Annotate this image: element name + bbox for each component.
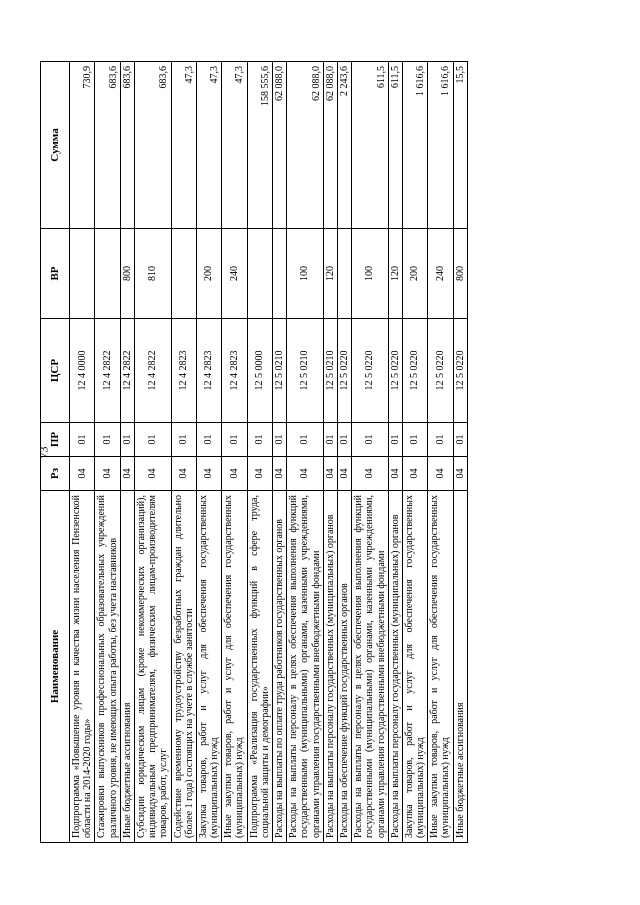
rotated-page: [40, 62, 601, 843]
cell-sum: 683,6: [94, 61, 119, 228]
cell-csr: 12 4 0000: [69, 318, 94, 422]
cell-csr: 12 5 0220: [453, 318, 467, 422]
cell-rz: 04: [221, 456, 246, 490]
cell-vr: 100: [286, 228, 323, 318]
cell-sum: 683,6: [120, 61, 134, 228]
table-row: [427, 61, 452, 842]
cell-name: Содействие временному трудоустройству безработных граждан длительно (более 1 года) состоящих на учете в службе занятости: [171, 490, 196, 842]
cell-vr: 800: [120, 228, 134, 318]
cell-sum: 611,5: [351, 61, 388, 228]
table-row: [272, 61, 286, 842]
cell-vr: 800: [453, 228, 467, 318]
cell-rz: 04: [196, 456, 221, 490]
cell-csr: 12 5 0220: [337, 318, 351, 422]
cell-rz: 04: [134, 456, 171, 490]
cell-sum: 683,6: [134, 61, 171, 228]
table-row: [351, 61, 388, 842]
cell-pr: 01: [286, 422, 323, 456]
table-row: [94, 61, 119, 842]
cell-pr: 01: [427, 422, 452, 456]
cell-vr: [94, 228, 119, 318]
table-row: [69, 61, 94, 842]
cell-vr: 120: [388, 228, 402, 318]
cell-csr: 12 5 0220: [427, 318, 452, 422]
cell-rz: 04: [388, 456, 402, 490]
cell-csr: 12 5 0220: [351, 318, 388, 422]
cell-vr: [272, 228, 286, 318]
cell-name: Иные бюджетные ассигнования: [120, 490, 134, 842]
cell-csr: 12 5 0210: [272, 318, 286, 422]
cell-name: Расходы на выплаты персоналу в целях обеспечения выполнения функций государственными (муниципальными) органами, казенными учреждениями, органами управления государственными внебюджетными фондами: [351, 490, 388, 842]
cell-sum: 47,3: [196, 61, 221, 228]
cell-vr: 240: [427, 228, 452, 318]
cell-rz: 04: [402, 456, 427, 490]
cell-pr: 01: [453, 422, 467, 456]
cell-csr: 12 4 2823: [221, 318, 246, 422]
cell-name: Иные закупки товаров, работ и услуг для обеспечения государственных (муниципальных) нужд: [221, 490, 246, 842]
cell-csr: 12 5 0220: [402, 318, 427, 422]
header-rz: Рз: [40, 456, 69, 490]
cell-pr: 01: [221, 422, 246, 456]
cell-sum: 62 088,0: [323, 61, 337, 228]
cell-name: Иные бюджетные ассигнования: [453, 490, 467, 842]
cell-rz: 04: [69, 456, 94, 490]
cell-rz: 04: [286, 456, 323, 490]
table-row: [196, 61, 221, 842]
cell-name: Расходы на выплаты по оплате труда работников государственных органов: [272, 490, 286, 842]
cell-sum: 730,9: [69, 61, 94, 228]
cell-rz: 04: [247, 456, 272, 490]
table-row: [388, 61, 402, 842]
cell-pr: 01: [272, 422, 286, 456]
cell-name: Расходы на выплаты персоналу государственных (муниципальных) органов: [388, 490, 402, 842]
cell-rz: 04: [171, 456, 196, 490]
cell-sum: 62 088,0: [272, 61, 286, 228]
cell-vr: [69, 228, 94, 318]
cell-name: Расходы на выплаты персоналу в целях обеспечения выполнения функций государственными (муниципальными) органами, казенными учреждениями, органами управления государственными внебюджетными фондами: [286, 490, 323, 842]
cell-csr: 12 4 2823: [196, 318, 221, 422]
cell-rz: 04: [351, 456, 388, 490]
cell-rz: 04: [337, 456, 351, 490]
cell-sum: 158 555,6: [247, 61, 272, 228]
cell-vr: 200: [196, 228, 221, 318]
cell-name: Закупка товаров, работ и услуг для обеспечения государственных (муниципальных) нужд: [196, 490, 221, 842]
header-name: Наименование: [40, 490, 69, 842]
table-row: [337, 61, 351, 842]
table-row: [323, 61, 337, 842]
cell-csr: 12 4 2822: [94, 318, 119, 422]
cell-sum: 1 616,6: [402, 61, 427, 228]
cell-sum: 611,5: [388, 61, 402, 228]
cell-name: Расходы на обеспечение функций государственных органов: [337, 490, 351, 842]
cell-rz: 04: [453, 456, 467, 490]
cell-pr: 01: [388, 422, 402, 456]
budget-table: [40, 61, 468, 843]
header-row: [40, 61, 69, 842]
cell-csr: 12 4 2823: [171, 318, 196, 422]
cell-name: Закупка товаров, работ и услуг для обеспечения государственных (муниципальных) нужд: [402, 490, 427, 842]
cell-pr: 01: [323, 422, 337, 456]
cell-vr: 120: [323, 228, 337, 318]
cell-csr: 12 4 2822: [134, 318, 171, 422]
cell-pr: 01: [351, 422, 388, 456]
cell-name: Расходы на выплаты персоналу государственных (муниципальных) органов: [323, 490, 337, 842]
cell-rz: 04: [272, 456, 286, 490]
cell-csr: 12 5 0220: [388, 318, 402, 422]
cell-sum: 47,3: [221, 61, 246, 228]
table-row: [171, 61, 196, 842]
cell-sum: 1 616,6: [427, 61, 452, 228]
cell-pr: 01: [69, 422, 94, 456]
cell-sum: 2 243,6: [337, 61, 351, 228]
cell-pr: 01: [196, 422, 221, 456]
cell-name: Стажировки выпускников профессиональных образовательных учреждений различного уровня, не имеющих опыта работы, без учета наставников: [94, 490, 119, 842]
cell-vr: 100: [351, 228, 388, 318]
cell-vr: 200: [402, 228, 427, 318]
table-row: [453, 61, 467, 842]
cell-sum: 47,3: [171, 61, 196, 228]
cell-pr: 01: [120, 422, 134, 456]
table-row: [120, 61, 134, 842]
table-row: [247, 61, 272, 842]
cell-sum: 62 088,0: [286, 61, 323, 228]
cell-name: Субсидии юридическим лицам (кроме некоммерческих организаций), индивидуальным предпринимателям, физическим лицам-производителям товаров, работ, услуг: [134, 490, 171, 842]
table-row: [402, 61, 427, 842]
cell-pr: 01: [134, 422, 171, 456]
table-row: [286, 61, 323, 842]
header-csr: ЦСР: [40, 318, 69, 422]
cell-csr: 12 4 2822: [120, 318, 134, 422]
header-vr: ВР: [40, 228, 69, 318]
cell-name: Иные закупки товаров, работ и услуг для обеспечения государственных (муниципальных) нужд: [427, 490, 452, 842]
cell-pr: 01: [94, 422, 119, 456]
cell-rz: 04: [120, 456, 134, 490]
cell-vr: 240: [221, 228, 246, 318]
table-row: [134, 61, 171, 842]
cell-vr: 810: [134, 228, 171, 318]
cell-csr: 12 5 0210: [286, 318, 323, 422]
header-pr: ПР: [40, 422, 69, 456]
cell-sum: 15,5: [453, 61, 467, 228]
cell-vr: [337, 228, 351, 318]
cell-csr: 12 5 0000: [247, 318, 272, 422]
cell-rz: 04: [94, 456, 119, 490]
cell-vr: [247, 228, 272, 318]
cell-csr: 12 5 0210: [323, 318, 337, 422]
cell-pr: 01: [337, 422, 351, 456]
cell-name: Подпрограмма «Повышение уровня и качества жизни населения Пензенской области на 2014-2020 годы»: [69, 490, 94, 842]
header-sum: Сумма: [40, 61, 69, 228]
cell-pr: 01: [171, 422, 196, 456]
table-row: [221, 61, 246, 842]
cell-rz: 04: [427, 456, 452, 490]
cell-pr: 01: [247, 422, 272, 456]
cell-rz: 04: [323, 456, 337, 490]
cell-vr: [171, 228, 196, 318]
page-number: 73: [36, 446, 51, 459]
cell-name: Подпрограмма «Реализация государственных функций в сфере труда, социальной защиты и демографии»: [247, 490, 272, 842]
cell-pr: 01: [402, 422, 427, 456]
